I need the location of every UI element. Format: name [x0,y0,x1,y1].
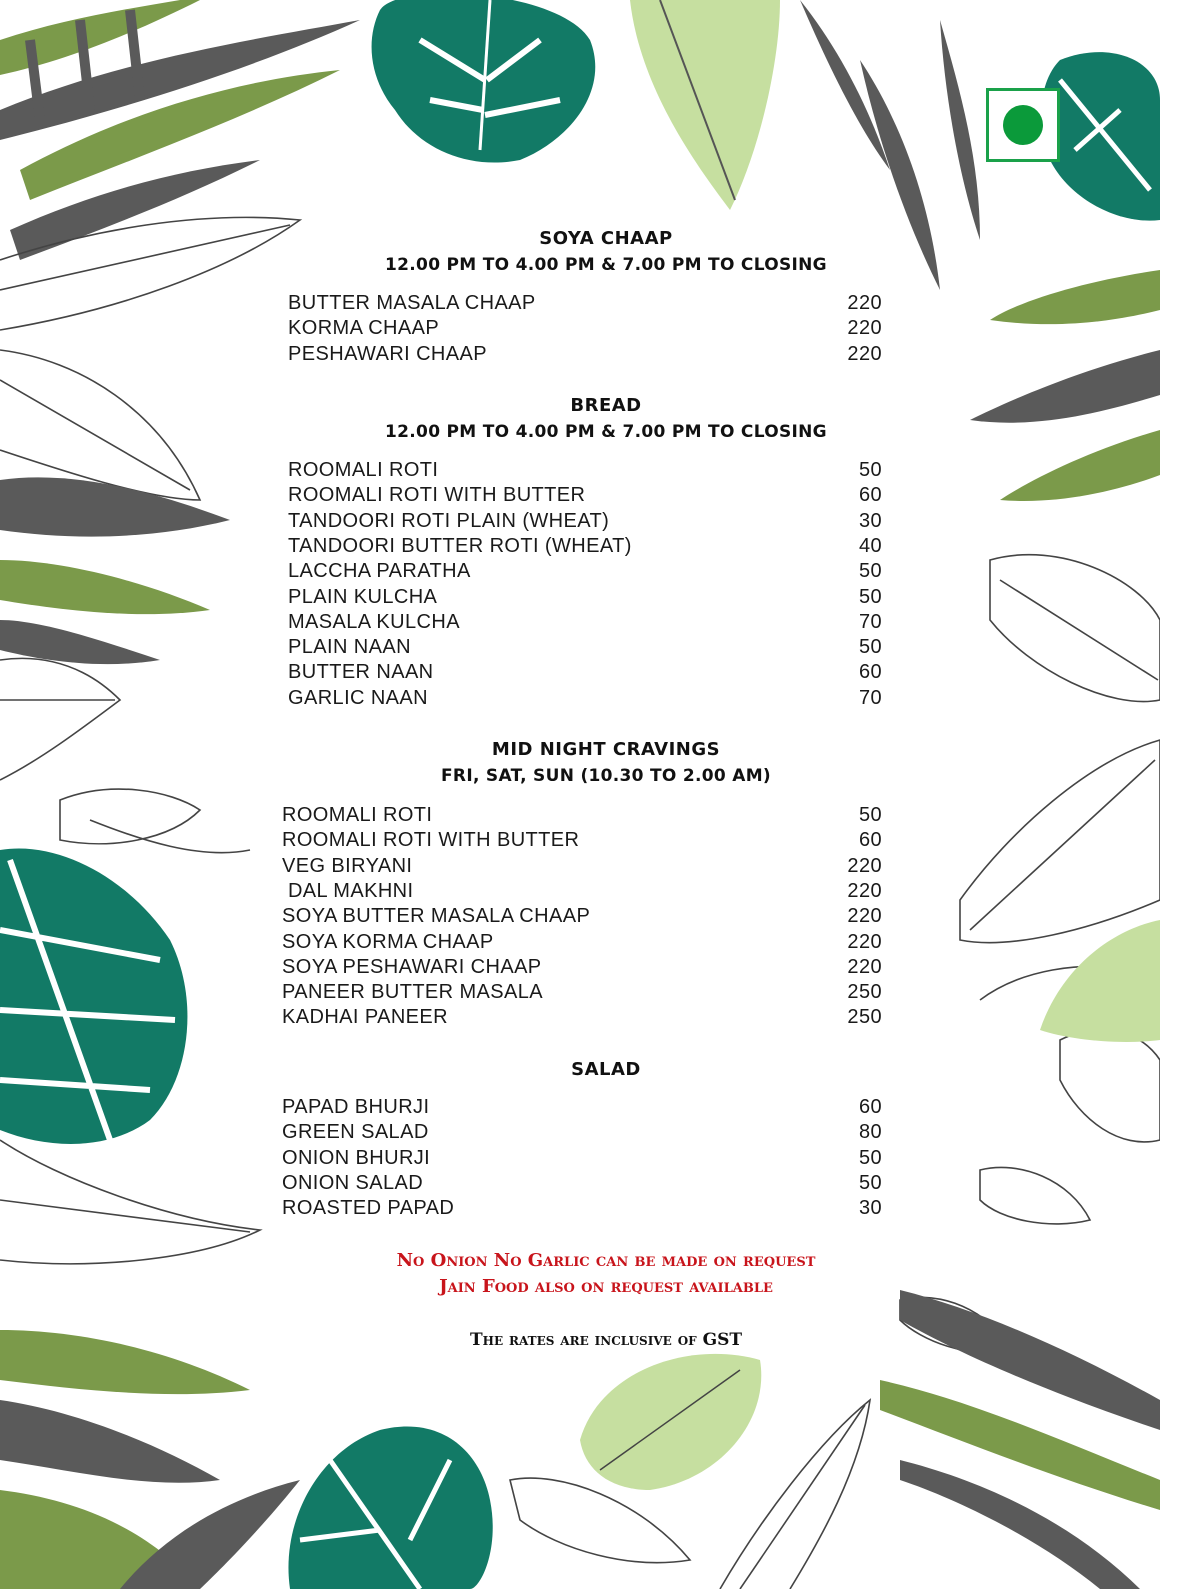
section-timing: FRI, SAT, SUN (10.30 TO 2.00 AM) [441,766,771,786]
menu-item [282,829,882,854]
menu-item-name: PESHAWARI CHAAP [288,342,487,365]
menu-item-name: MASALA KULCHA [288,610,460,633]
menu-item-name: ROASTED PAPAD [282,1197,455,1220]
menu-item-price: 50 [858,1171,882,1194]
monstera-leaf-bottom [288,1426,492,1589]
menu-item [288,560,882,585]
menu-item-price: 60 [858,484,882,507]
menu-item-price: 60 [858,661,882,684]
menu-item-price: 220 [847,930,882,953]
menu-item-name: ROOMALI ROTI WITH BUTTER [288,484,586,507]
menu-item [282,1006,882,1031]
menu-item-price: 220 [847,342,882,365]
menu-item-name: PLAIN KULCHA [288,585,438,608]
menu-item [282,905,882,930]
menu-item-name: PAPAD BHURJI [282,1096,430,1118]
menu-item-price: 50 [858,585,882,608]
menu-item-price: 70 [858,610,882,633]
page-edge-strip [1160,0,1200,1589]
menu-item-name: TANDOORI BUTTER ROTI (WHEAT) [288,534,632,557]
menu-item [288,586,882,611]
menu-item-price: 50 [858,459,882,481]
palm-frond-left [0,477,230,664]
menu-item-price: 220 [847,879,882,902]
menu-item-price: 220 [847,955,882,978]
menu-item-name: BUTTER MASALA CHAAP [288,292,536,314]
menu-item-name: TANDOORI ROTI PLAIN (WHEAT) [288,509,610,532]
menu-item [282,956,882,981]
menu-item-price: 80 [858,1121,882,1144]
menu-item-name: KORMA CHAAP [288,317,440,340]
menu-item-name: LACCHA PARATHA [288,560,471,583]
menu-item-price: 250 [847,981,882,1004]
menu-item [282,804,882,829]
menu-item [288,510,882,535]
section-title: MID NIGHT CRAVINGS [491,739,721,760]
menu-item-price: 30 [858,509,882,532]
menu-item-price: 50 [858,636,882,659]
menu-item [288,661,882,686]
menu-item [282,855,882,880]
menu-item-price: 220 [847,854,882,877]
note-gst: The rates are inclusive of GST [469,1330,743,1350]
menu-item-name: KADHAI PANEER [282,1006,448,1029]
menu-item [288,484,882,509]
menu-item-name: SOYA KORMA CHAAP [282,930,494,953]
menu-item [288,317,882,342]
section-title: SALAD [571,1059,641,1080]
menu-item-price: 50 [858,1146,882,1169]
menu-item-name: VEG BIRYANI [282,854,413,877]
note-jain-food: Jain Food also on request available [439,1276,773,1297]
section-timing: 12.00 PM TO 4.00 PM & 7.00 PM TO CLOSING [385,255,827,275]
menu-item-price: 50 [858,804,882,826]
menu-item-price: 70 [858,686,882,709]
menu-item-name: SOYA PESHAWARI CHAAP [282,955,542,978]
menu-item-price: 40 [858,534,882,557]
section-title: BREAD [570,395,642,416]
menu-item-price: 220 [847,317,882,340]
menu-item [282,1096,882,1121]
veg-dot-icon [1003,105,1043,145]
menu-item [282,981,882,1006]
menu-item-price: 250 [847,1006,882,1029]
menu-item [288,292,882,317]
menu-item [282,1172,882,1197]
lime-leaf-right [1040,920,1160,1042]
menu-item-name: SOYA BUTTER MASALA CHAAP [282,905,591,928]
veg-symbol-icon [986,88,1060,162]
menu-item-price: 50 [858,560,882,583]
menu-item-name: PANEER BUTTER MASALA [282,981,544,1004]
palm-frond-bottom-left [0,1330,300,1589]
menu-item [288,535,882,560]
menu-item-name: DAL MAKHNI [282,879,414,902]
menu-item-price: 220 [847,905,882,928]
menu-item [288,343,882,368]
menu-item [288,636,882,661]
palm-frond-right [880,270,1160,1589]
menu-item-name: GARLIC NAAN [288,686,428,709]
menu-item-name: PLAIN NAAN [288,636,411,659]
menu-item [288,611,882,636]
menu-item-name: ONION BHURJI [282,1146,431,1169]
menu-item [282,1121,882,1146]
lime-leaf-top [630,0,780,210]
menu-item [282,931,882,956]
menu-item [282,1147,882,1172]
menu-item [282,880,882,905]
menu-item-price: 220 [847,292,882,314]
menu-item-price: 30 [858,1197,882,1220]
menu-item-name: ROOMALI ROTI [282,804,433,826]
menu-item-price: 60 [858,1096,882,1118]
section-title: SOYA CHAAP [539,228,673,249]
menu-item-price: 60 [858,829,882,852]
note-no-onion-garlic: No Onion No Garlic can be made on request [396,1250,816,1271]
menu-item [288,687,882,712]
menu-item-name: BUTTER NAAN [288,661,434,684]
menu-item-name: GREEN SALAD [282,1121,429,1144]
menu-item [282,1197,882,1222]
menu-item-name: ROOMALI ROTI [288,459,439,481]
menu-item-name: ROOMALI ROTI WITH BUTTER [282,829,580,852]
menu-item-name: ONION SALAD [282,1171,424,1194]
menu-item [288,459,882,484]
section-timing: 12.00 PM TO 4.00 PM & 7.00 PM TO CLOSING [385,422,827,442]
